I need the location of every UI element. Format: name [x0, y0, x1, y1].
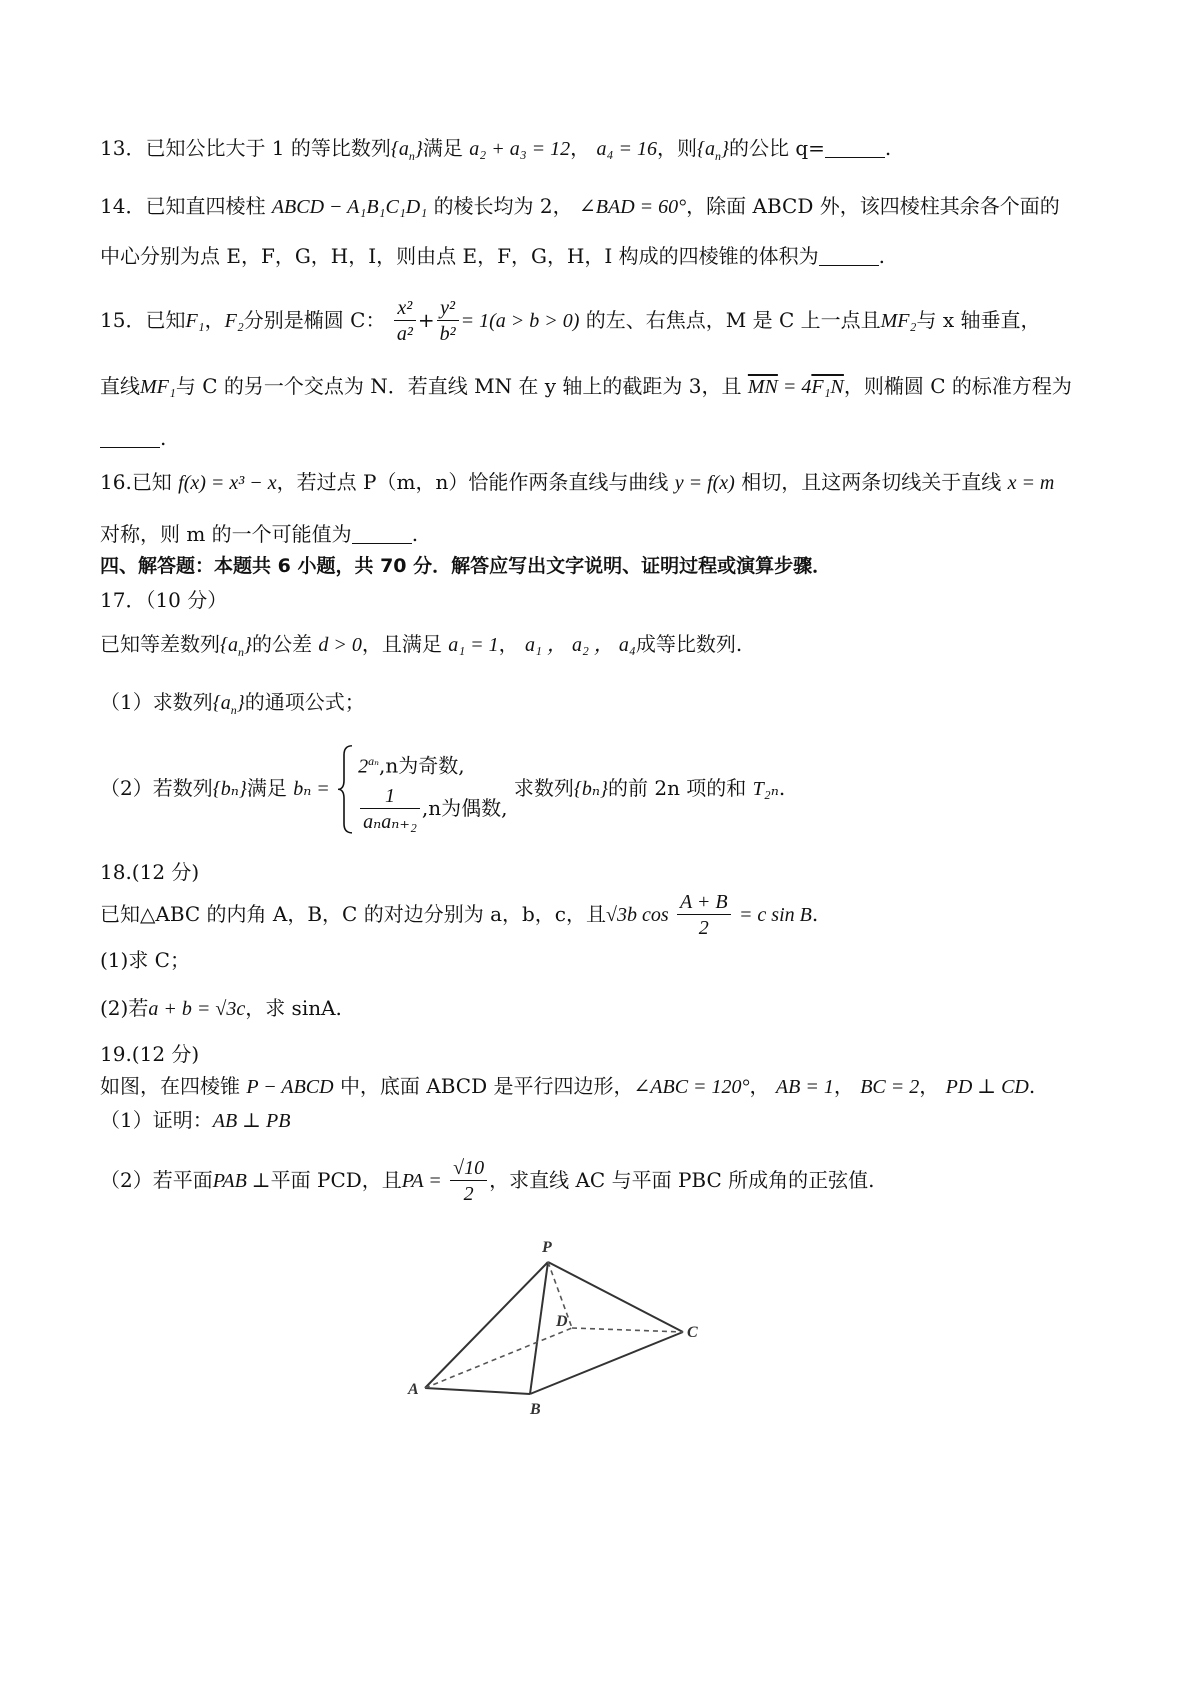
text: 的通项公式； — [244, 690, 365, 714]
text: 中，底面 ABCD 是平行四边形， — [339, 1074, 634, 1098]
text: （2）若数列 — [100, 776, 213, 800]
math-bn-seq: {bₙ} — [573, 778, 608, 800]
plus-sign: + — [417, 308, 435, 332]
math-eq-tail: = 1(a > b > 0) — [460, 310, 580, 332]
text: 分别是椭圆 C： — [243, 308, 386, 332]
text: 与 x 轴垂直， — [916, 308, 1041, 332]
seq-open: {a — [390, 138, 409, 160]
math-mf1: MF₁ — [140, 376, 176, 398]
math-pd: PD ⊥ CD — [945, 1076, 1029, 1098]
text: ， — [749, 1074, 770, 1098]
answer-blank — [819, 245, 879, 266]
question-17-head: 17．（10 分） — [100, 588, 228, 612]
text: . — [411, 522, 419, 546]
label-p: P — [542, 1239, 552, 1256]
question-14-line2 — [100, 242, 1140, 270]
text: ， — [919, 1074, 940, 1098]
math-bn-seq: {bₙ} — [212, 778, 247, 800]
edge-dc-hidden — [572, 1328, 683, 1332]
case-text: ,n为奇数, — [379, 753, 465, 778]
question-18-part2 — [100, 994, 1140, 1023]
question-17-part2 — [100, 738, 1140, 839]
question-19-part1 — [100, 1106, 1140, 1135]
label-d: D — [556, 1313, 568, 1330]
text: . — [160, 426, 167, 450]
question-18-stem — [100, 886, 1140, 943]
seq-sub: n — [238, 645, 244, 659]
math-pa: PA = — [401, 1170, 442, 1192]
question-number: 14． — [100, 194, 146, 218]
math-bn: bₙ = — [293, 778, 330, 800]
left-brace-icon — [336, 744, 354, 835]
text: 的左、右焦点，M 是 C 上一点且 — [585, 308, 881, 332]
text: 的公差 — [252, 632, 312, 656]
edge-ab — [425, 1388, 530, 1394]
question-number: 15． — [100, 308, 146, 332]
text: . — [811, 902, 819, 926]
question-19-head: 19.(12 分) — [100, 1042, 200, 1066]
math-angle: ∠BAD = 60° — [579, 196, 687, 218]
question-16-line2 — [100, 520, 1140, 548]
math-fx: f(x) = x³ − x — [178, 472, 277, 494]
denominator: aₙaₙ₊₂ — [363, 810, 417, 833]
seq-close: } — [244, 634, 252, 656]
text: 满足 — [246, 776, 287, 800]
text: （1）证明： — [100, 1108, 213, 1132]
math-f1: F₁ — [185, 310, 205, 332]
text: 的前 2n 项的和 — [607, 776, 747, 800]
text: 的公比 q= — [728, 136, 825, 160]
math-eq: = 4 — [777, 376, 812, 398]
label-b: B — [530, 1401, 541, 1418]
text: 成等比数列. — [635, 632, 743, 656]
math-bc: BC = 2 — [860, 1076, 920, 1098]
math-pabcd: P − ABCD — [246, 1076, 334, 1098]
label-c: C — [687, 1324, 698, 1341]
denominator: 2 — [463, 1183, 474, 1205]
section-heading: 四、解答题：本题共 6 小题，共 70 分．解答应写出文字说明、证明过程或演算步骤． — [100, 555, 832, 577]
text: 中心分别为点 E，F，G，H，I，则由点 E，F，G，H，I 构成的四棱锥的体积为 — [100, 244, 819, 268]
math-eq: AB ⊥ PB — [212, 1110, 291, 1132]
numerator: √10 — [450, 1156, 487, 1181]
edge-pb — [530, 1262, 548, 1394]
question-18-head: 18.(12 分) — [100, 860, 200, 884]
text: 已知公比大于 1 的等比数列 — [145, 136, 391, 160]
seq-open: {a — [212, 692, 231, 714]
seq-close: } — [720, 138, 729, 160]
edge-ad-hidden — [425, 1328, 572, 1388]
text: ， — [833, 1074, 854, 1098]
seq-sub: n — [714, 149, 721, 163]
text: （2）若平面 — [100, 1168, 213, 1192]
text: ，求直线 AC 与平面 PBC 所成角的正弦值. — [489, 1168, 875, 1192]
text: 已知△ABC 的内角 A，B，C 的对边分别为 a，b，c，且 — [100, 902, 606, 926]
power-exp: aₙ — [368, 754, 380, 769]
fraction-sqrt10-2 — [450, 1156, 487, 1207]
question-number: 16. — [100, 470, 132, 494]
denominator: a² — [396, 323, 413, 345]
text: ，则椭圆 C 的标准方程为 — [843, 374, 1072, 398]
text: 满足 — [422, 136, 463, 160]
text: ，求 sinA. — [245, 996, 342, 1020]
text: （1）求数列 — [100, 690, 213, 714]
question-19-stem — [100, 1072, 1140, 1101]
question-18-part1: (1)求 C； — [100, 948, 190, 972]
math-ab: AB = 1 — [775, 1076, 834, 1098]
sequence-an — [390, 138, 423, 163]
math-eq: PAB ⊥ — [212, 1170, 271, 1192]
text: 的棱长均为 2， — [433, 194, 573, 218]
text: 直线 — [100, 374, 140, 398]
sequence-an — [696, 138, 729, 163]
text: 已知等差数列 — [100, 632, 220, 656]
math-f2: F₂ — [224, 310, 244, 332]
case-text: ,n为偶数, — [421, 795, 508, 820]
edge-pa — [425, 1262, 548, 1388]
math-rhs: = c sin B — [738, 904, 812, 926]
text: . — [778, 776, 786, 800]
seq-sub: n — [230, 703, 237, 717]
text: 对称，则 m 的一个可能值为 — [100, 522, 352, 546]
case-even — [358, 784, 507, 835]
text: . — [878, 244, 886, 268]
text: 已知 — [145, 308, 186, 332]
fraction-y2-b2 — [437, 296, 459, 347]
seq-open: {a — [696, 138, 715, 160]
text: ，除面 ABCD 外，该四棱柱其余各个面的 — [686, 194, 1060, 218]
numerator: 1 — [360, 784, 420, 809]
numerator: x² — [394, 296, 416, 321]
text: 已知直四棱柱 — [145, 194, 266, 218]
seq-sub: n — [408, 149, 415, 163]
seq-close: } — [236, 692, 245, 714]
question-19-part2 — [100, 1150, 1140, 1211]
math-lhs: √3b cos — [606, 904, 669, 926]
seq-close: } — [414, 138, 423, 160]
text: 平面 PCD，且 — [270, 1168, 402, 1192]
text: ，且满足 — [361, 632, 442, 656]
piecewise-cases — [336, 744, 507, 835]
math-a1: a₁ = 1 — [448, 634, 499, 656]
question-16-line1 — [100, 468, 1140, 497]
text: ， — [204, 308, 225, 332]
numerator: y² — [437, 296, 459, 321]
question-13 — [100, 134, 1140, 170]
answer-blank — [825, 137, 885, 158]
math-t2n: T₂ₙ — [752, 778, 779, 800]
question-14-line1 — [100, 192, 1140, 221]
edge-pc — [548, 1262, 683, 1332]
math-line: x = m — [1007, 472, 1055, 494]
question-17-part1 — [100, 688, 1140, 724]
math-d: d > 0 — [318, 634, 362, 656]
answer-blank — [100, 427, 160, 448]
label-a: A — [408, 1381, 419, 1398]
sequence-an — [220, 634, 252, 659]
text: 相切，且这两条切线关于直线 — [741, 470, 1002, 494]
vector-mn: $\overline{MN}$ — [747, 376, 778, 398]
math-eq1: a₂ + a₃ = 12 — [469, 138, 571, 160]
pyramid-figure — [400, 1228, 730, 1418]
text: ， — [498, 632, 519, 656]
text: ， — [570, 136, 591, 160]
text: ，若过点 P（m，n）恰能作两条直线与曲线 — [276, 470, 669, 494]
fraction-x2-a2 — [394, 296, 416, 347]
text: . — [1028, 1074, 1036, 1098]
edge-bc — [530, 1332, 683, 1394]
question-15-line2 — [100, 372, 1140, 401]
text: ，则 — [656, 136, 697, 160]
math-eq2: a₄ = 16 — [596, 138, 657, 160]
fraction-case2 — [360, 784, 420, 835]
math-terms: a₁ ， a₂ ， a₄ — [525, 634, 636, 656]
math-curve: y = f(x) — [674, 472, 735, 494]
seq-open: {a — [220, 634, 238, 656]
math-prism: ABCD − A₁B₁C₁D₁ — [271, 196, 428, 218]
text: 求数列 — [513, 776, 574, 800]
math-eq: a + b = √3c — [148, 998, 246, 1020]
answer-blank — [352, 523, 412, 544]
sequence-an — [212, 692, 245, 717]
power-base: 2 — [358, 755, 369, 778]
case-odd — [358, 744, 507, 784]
denominator: 2 — [698, 917, 709, 939]
question-15-line3 — [100, 424, 1140, 452]
text: (2)若 — [100, 996, 149, 1020]
question-number: 13． — [100, 136, 146, 160]
text: 与 C 的另一个交点为 N．若直线 MN 在 y 轴上的截距为 3，且 — [175, 374, 742, 398]
math-mf2: MF₂ — [880, 310, 917, 332]
question-15-line1 — [100, 290, 1140, 351]
fraction-a-plus-b — [677, 890, 731, 941]
text: . — [884, 136, 892, 160]
question-17-stem — [100, 630, 1140, 666]
text: 已知 — [131, 470, 172, 494]
numerator: A + B — [677, 890, 731, 915]
denominator: b² — [439, 323, 456, 345]
text: 如图，在四棱锥 — [100, 1074, 240, 1098]
vector-f1n: F₁N — [811, 376, 844, 398]
math-angle: ∠ABC = 120° — [633, 1076, 750, 1098]
